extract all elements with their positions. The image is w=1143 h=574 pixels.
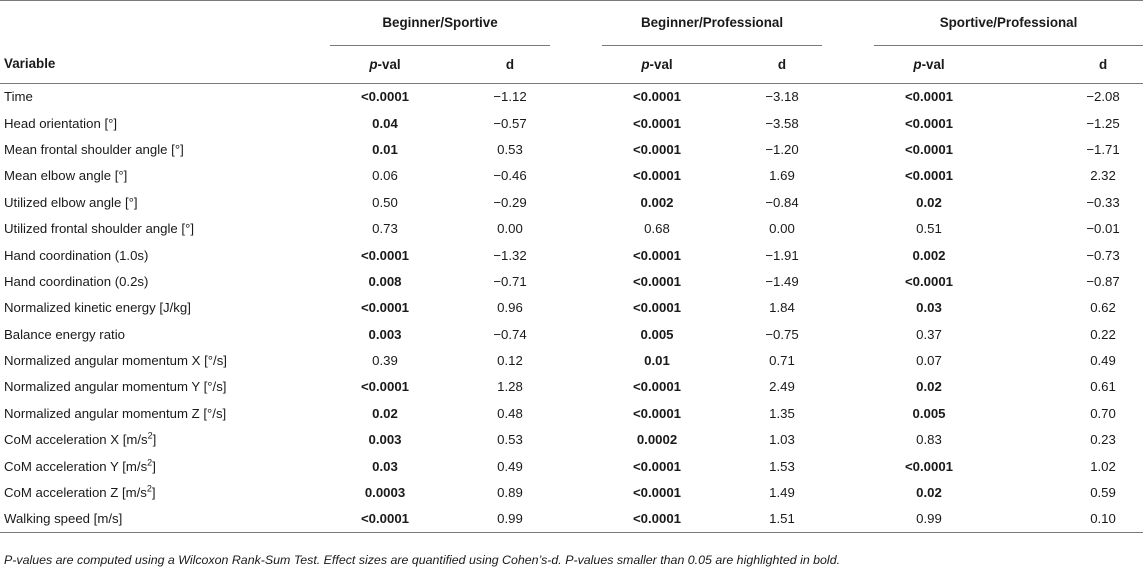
effect-size-cell: −1.49 [765, 273, 799, 289]
effect-size-cell: 0.10 [984, 506, 1143, 533]
header-blank [0, 1, 330, 46]
pval-cell: <0.0001 [632, 273, 682, 289]
effect-size-cell: −0.46 [493, 168, 527, 184]
pval-cell: <0.0001 [360, 300, 410, 316]
effect-size-cell: 1.69 [769, 168, 795, 184]
effect-size-cell: 1.49 [769, 485, 795, 501]
effect-size-cell: −0.75 [765, 326, 799, 342]
effect-size-cell: 0.61 [1090, 379, 1116, 395]
pval-cell: <0.0001 [632, 115, 682, 131]
effect-size-cell: 1.51 [712, 506, 822, 533]
group-header-row [0, 1, 1143, 46]
table-row [0, 295, 1143, 321]
effect-size-cell: −3.18 [765, 89, 799, 105]
table-row [0, 268, 1143, 294]
table-row [0, 400, 1143, 426]
effect-size-cell: 0.59 [1090, 485, 1116, 501]
effect-size-cell: −0.33 [1086, 194, 1120, 210]
effect-size-cell: −0.84 [765, 194, 799, 210]
group-header-beginner-professional: Beginner/Professional [602, 1, 822, 46]
variable-cell: Time [4, 89, 33, 105]
table-row [0, 189, 1143, 215]
table-row [0, 347, 1143, 373]
pval-cell: 0.002 [640, 194, 674, 210]
effect-size-cell: −1.20 [765, 141, 799, 157]
variable-cell: Normalized angular momentum Z [°/s] [4, 405, 227, 421]
effect-size-cell: 0.12 [497, 353, 523, 369]
table-row [0, 215, 1143, 241]
variable-cell: CoM acceleration Z $[m/s^2]$ [4, 483, 156, 501]
pval-cell: 0.003 [368, 326, 402, 342]
pval-cell: <0.0001 [602, 506, 712, 533]
column-header-pval: p-val [874, 45, 984, 83]
effect-size-cell: 0.53 [497, 432, 523, 448]
effect-size-cell: 0.49 [497, 458, 523, 474]
column-header-d: d [440, 45, 550, 83]
table-row [0, 374, 1143, 400]
effect-size-cell: −0.57 [493, 115, 527, 131]
effect-size-cell: 0.96 [497, 300, 523, 316]
variable-cell: Utilized elbow angle [°] [4, 194, 138, 210]
effect-size-cell: 1.03 [769, 432, 795, 448]
table-row [0, 453, 1143, 479]
effect-size-cell: −0.01 [1086, 221, 1120, 237]
variable-cell: Normalized angular momentum Y [°/s] [4, 379, 227, 395]
pval-cell: <0.0001 [632, 300, 682, 316]
effect-size-cell: 0.00 [497, 221, 523, 237]
effect-size-cell: −0.87 [1086, 273, 1120, 289]
pval-cell: 0.73 [372, 221, 398, 237]
pval-cell: <0.0001 [632, 485, 682, 501]
effect-size-cell: −1.91 [765, 247, 799, 263]
column-header-pval: p-val [330, 45, 440, 83]
pval-cell: 0.68 [644, 221, 670, 237]
column-header-pval: p-val [602, 45, 712, 83]
pval-cell: 0.39 [372, 353, 398, 369]
effect-size-cell: −2.08 [1086, 89, 1120, 105]
effect-size-cell: 1.28 [497, 379, 523, 395]
pval-cell: <0.0001 [632, 168, 682, 184]
pval-cell: <0.0001 [904, 168, 954, 184]
table-row [0, 242, 1143, 268]
pval-cell: 0.99 [874, 506, 984, 533]
pval-cell: 0.01 [372, 141, 398, 157]
variable-cell: Utilized frontal shoulder angle [°] [4, 221, 195, 237]
effect-size-cell: 1.02 [1090, 458, 1116, 474]
table-row [0, 506, 1143, 533]
group-header-beginner-sportive: Beginner/Sportive [330, 1, 550, 46]
pval-cell: <0.0001 [632, 458, 682, 474]
pval-cell: 0.06 [372, 168, 398, 184]
pval-cell: <0.0001 [360, 247, 410, 263]
pval-cell: <0.0001 [904, 89, 954, 105]
pval-cell: 0.51 [916, 221, 942, 237]
column-header-row [0, 45, 1143, 83]
pval-cell: 0.008 [368, 273, 402, 289]
variable-cell: Hand coordination (1.0s) [4, 247, 149, 263]
effect-size-cell: −0.74 [493, 326, 527, 342]
effect-size-cell: −0.29 [493, 194, 527, 210]
variable-cell: Head orientation [°] [4, 115, 118, 131]
effect-size-cell: −3.58 [765, 115, 799, 131]
pval-cell: 0.002 [912, 247, 946, 263]
pval-cell: 0.005 [640, 326, 674, 342]
pval-cell: 0.005 [912, 405, 946, 421]
variable-cell: CoM acceleration X $[m/s^2]$ [4, 430, 157, 448]
effect-size-cell: 0.99 [440, 506, 550, 533]
column-header-d: d [712, 45, 822, 83]
pval-cell: 0.02 [916, 194, 942, 210]
pval-cell: <0.0001 [632, 405, 682, 421]
table-row [0, 110, 1143, 136]
effect-size-cell: 1.84 [769, 300, 795, 316]
pval-cell: 0.04 [372, 115, 398, 131]
pval-cell: <0.0001 [632, 247, 682, 263]
effect-size-cell: 1.53 [769, 458, 795, 474]
effect-size-cell: 1.35 [769, 405, 795, 421]
column-header-d: d [984, 45, 1143, 83]
effect-size-cell: 0.62 [1090, 300, 1116, 316]
variable-cell: CoM acceleration Y $[m/s^2]$ [4, 457, 156, 474]
effect-size-cell: 0.71 [769, 353, 795, 369]
effect-size-cell: −1.32 [493, 247, 527, 263]
variable-cell: Mean frontal shoulder angle [°] [4, 141, 184, 157]
pval-cell: 0.03 [372, 458, 398, 474]
effect-size-cell: 0.89 [497, 485, 523, 501]
effect-size-cell: 0.49 [1090, 353, 1116, 369]
variable-cell: Normalized angular momentum X [°/s] [4, 353, 227, 369]
pval-cell: <0.0001 [632, 89, 682, 105]
table-row [0, 136, 1143, 162]
pval-cell: <0.0001 [904, 141, 954, 157]
variable-cell: Balance energy ratio [4, 326, 125, 342]
effect-size-cell: 2.49 [769, 379, 795, 395]
effect-size-cell: 0.22 [1090, 326, 1116, 342]
effect-size-cell: 0.23 [1090, 432, 1116, 448]
table-row [0, 83, 1143, 110]
table-row [0, 321, 1143, 347]
pval-cell: 0.37 [916, 326, 942, 342]
pval-cell: <0.0001 [904, 273, 954, 289]
pval-cell: 0.01 [644, 353, 670, 369]
effect-size-cell: −1.71 [1086, 141, 1120, 157]
pval-cell: 0.003 [368, 432, 402, 448]
pval-cell: 0.0003 [364, 485, 406, 501]
table-row [0, 427, 1143, 453]
column-header-variable: Variable [0, 45, 330, 83]
pval-cell: 0.50 [372, 194, 398, 210]
pval-cell: <0.0001 [632, 141, 682, 157]
pval-cell: <0.0001 [632, 379, 682, 395]
effect-size-cell: 0.48 [497, 405, 523, 421]
effect-size-cell: −0.73 [1086, 247, 1120, 263]
table-row [0, 163, 1143, 189]
variable-cell: Normalized kinetic energy [J/kg] [4, 300, 191, 316]
effect-size-cell: 0.70 [1090, 405, 1116, 421]
effect-size-cell: 2.32 [1090, 168, 1116, 184]
table-row [0, 479, 1143, 505]
effect-size-cell: 0.53 [497, 141, 523, 157]
pval-cell: <0.0001 [904, 115, 954, 131]
table-footnote: P-values are computed using a Wilcoxon Rank-Sum Test. Effect sizes are quantified using Cohen’s-d. P-values smaller than 0.05 are highlighted in bold. [4, 553, 841, 567]
pval-cell: 0.07 [916, 353, 942, 369]
effect-size-cell: 0.00 [769, 221, 795, 237]
pval-cell: <0.0001 [360, 89, 410, 105]
pval-cell: <0.0001 [360, 379, 410, 395]
table-body [0, 83, 1143, 533]
effect-size-cell: −1.25 [1086, 115, 1120, 131]
pval-cell: <0.0001 [904, 458, 954, 474]
pval-cell: 0.02 [916, 379, 942, 395]
effect-size-cell: −0.71 [493, 273, 527, 289]
pval-cell: <0.0001 [330, 506, 440, 533]
effect-size-cell: −1.12 [493, 89, 527, 105]
pval-cell: 0.83 [916, 432, 942, 448]
group-header-sportive-professional: Sportive/Professional [874, 1, 1143, 46]
variable-cell: Walking speed [m/s] [0, 506, 330, 533]
variable-cell: Mean elbow angle [°] [4, 168, 128, 184]
pval-cell: 0.03 [916, 300, 942, 316]
variable-cell: Hand coordination (0.2s) [4, 273, 149, 289]
pval-cell: 0.02 [372, 405, 398, 421]
pval-cell: 0.0002 [636, 432, 678, 448]
pval-cell: 0.02 [916, 485, 942, 501]
